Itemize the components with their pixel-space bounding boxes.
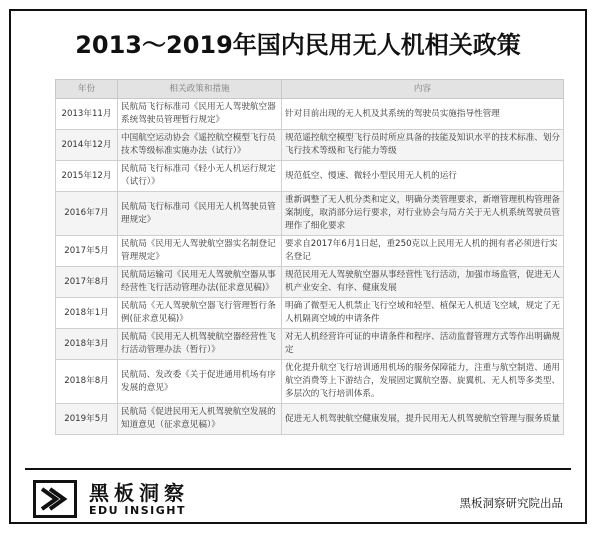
year-cell: 2018年3月 — [56, 329, 118, 360]
content-cell: 规范遥控航空模型飞行员时所应具备的技能及知识水平的技术标准、划分飞行技术等级和飞行能力等级 — [282, 130, 564, 161]
year-cell: 2017年8月 — [56, 267, 118, 298]
year-cell: 2019年5月 — [56, 404, 118, 435]
content-cell: 规范低空、慢速、微轻小型民用无人机的运行 — [282, 161, 564, 192]
policy-cell: 中国航空运动协会《遥控航空模型飞行员技术等级标准实施办法（试行）》 — [118, 130, 282, 161]
year-cell: 2015年12月 — [56, 161, 118, 192]
footer-divider — [25, 468, 571, 470]
content-cell: 优化提升航空飞行培训通用机场的服务保障能力，注重与航空制造、通用航空消费等上下游结合，发展固定翼航空器、旋翼机、无人机等多类型、多层次的飞行培训体系。 — [282, 360, 564, 404]
content-cell: 针对目前出现的无人机及其系统的驾驶员实施指导性管理 — [282, 99, 564, 130]
content-cell: 要求自2017年6月1日起，重250克以上民用无人机的拥有者必须进行实名登记 — [282, 236, 564, 267]
logo-name-cn: 黑板洞察 — [89, 481, 189, 505]
table-row — [56, 329, 564, 360]
table-row — [56, 161, 564, 192]
policy-cell: 民航局、发改委《关于促进通用机场有序发展的意见》 — [118, 360, 282, 404]
content-cell: 重新调整了无人机分类和定义，明确分类管理要求，新增管理机构管理备案制度，取消部分运行要求，对行业协会与局方关于无人机系统驾驶员管理作了细化要求 — [282, 192, 564, 236]
table-row — [56, 298, 564, 329]
policy-cell: 民航局《无人驾驶航空器飞行管理暂行条例(征求意见稿)》 — [118, 298, 282, 329]
credit-text: 黑板洞察研究院出品 — [459, 496, 563, 510]
policy-cell: 民航局飞行标准司《民用无人驾驶航空器系统驾驶员管理暂行规定》 — [118, 99, 282, 130]
policy-cell: 民航局运输司《民用无人驾驶航空器从事经营性飞行活动管理办法(征求意见稿)》 — [118, 267, 282, 298]
year-cell: 2017年5月 — [56, 236, 118, 267]
year-cell: 2013年11月 — [56, 99, 118, 130]
page-title: 2013～2019年国内民用无人机相关政策 — [75, 31, 521, 59]
table-row — [56, 404, 564, 435]
policy-cell: 民航局《促进民用无人机驾驶航空发展的知道意见（征求意见稿）》 — [118, 404, 282, 435]
policy-cell: 民航局《民用无人驾驶航空器实名制登记管理规定》 — [118, 236, 282, 267]
content-cell: 规范民用无人驾驶航空器从事经营性飞行活动，加强市场监管，促进无人机产业安全、有序、健康发展 — [282, 267, 564, 298]
edu-insight-logo-icon — [33, 480, 77, 518]
year-cell: 2018年1月 — [56, 298, 118, 329]
table-row — [56, 360, 564, 404]
table-row — [56, 267, 564, 298]
table-row — [56, 99, 564, 130]
content-cell: 对无人机经营许可证的申请条件和程序、活动监督管理方式等作出明确规定 — [282, 329, 564, 360]
policy-cell: 民航局《民用无人机驾驶航空器经营性飞行活动管理办法（暂行）》 — [118, 329, 282, 360]
content-cell: 促进无人机驾驶航空健康发展，提升民用无人机驾驶航空管理与服务质量 — [282, 404, 564, 435]
policy-cell: 民航局飞行标准司《轻小无人机运行规定（试行）》 — [118, 161, 282, 192]
table-row — [56, 192, 564, 236]
header-content: 内容 — [282, 80, 564, 99]
table-header-row — [56, 80, 564, 99]
policy-cell: 民航局飞行标准司《民用无人机驾驶员管理规定》 — [118, 192, 282, 236]
year-cell: 2016年7月 — [56, 192, 118, 236]
infographic-frame — [9, 9, 587, 524]
year-cell: 2014年12月 — [56, 130, 118, 161]
table-row — [56, 130, 564, 161]
table-row — [56, 236, 564, 267]
policy-table-wrapper — [55, 79, 563, 435]
content-cell: 明确了微型无人机禁止飞行空域和轻型、植保无人机适飞空域，规定了无人机隔离空域的申请条件 — [282, 298, 564, 329]
header-policy: 相关政策和措施 — [118, 80, 282, 99]
policy-table — [55, 79, 564, 435]
header-year: 年份 — [56, 80, 118, 99]
logo-name-en: EDU INSIGHT — [89, 504, 186, 517]
year-cell: 2018年8月 — [56, 360, 118, 404]
brand-logo — [33, 477, 233, 521]
